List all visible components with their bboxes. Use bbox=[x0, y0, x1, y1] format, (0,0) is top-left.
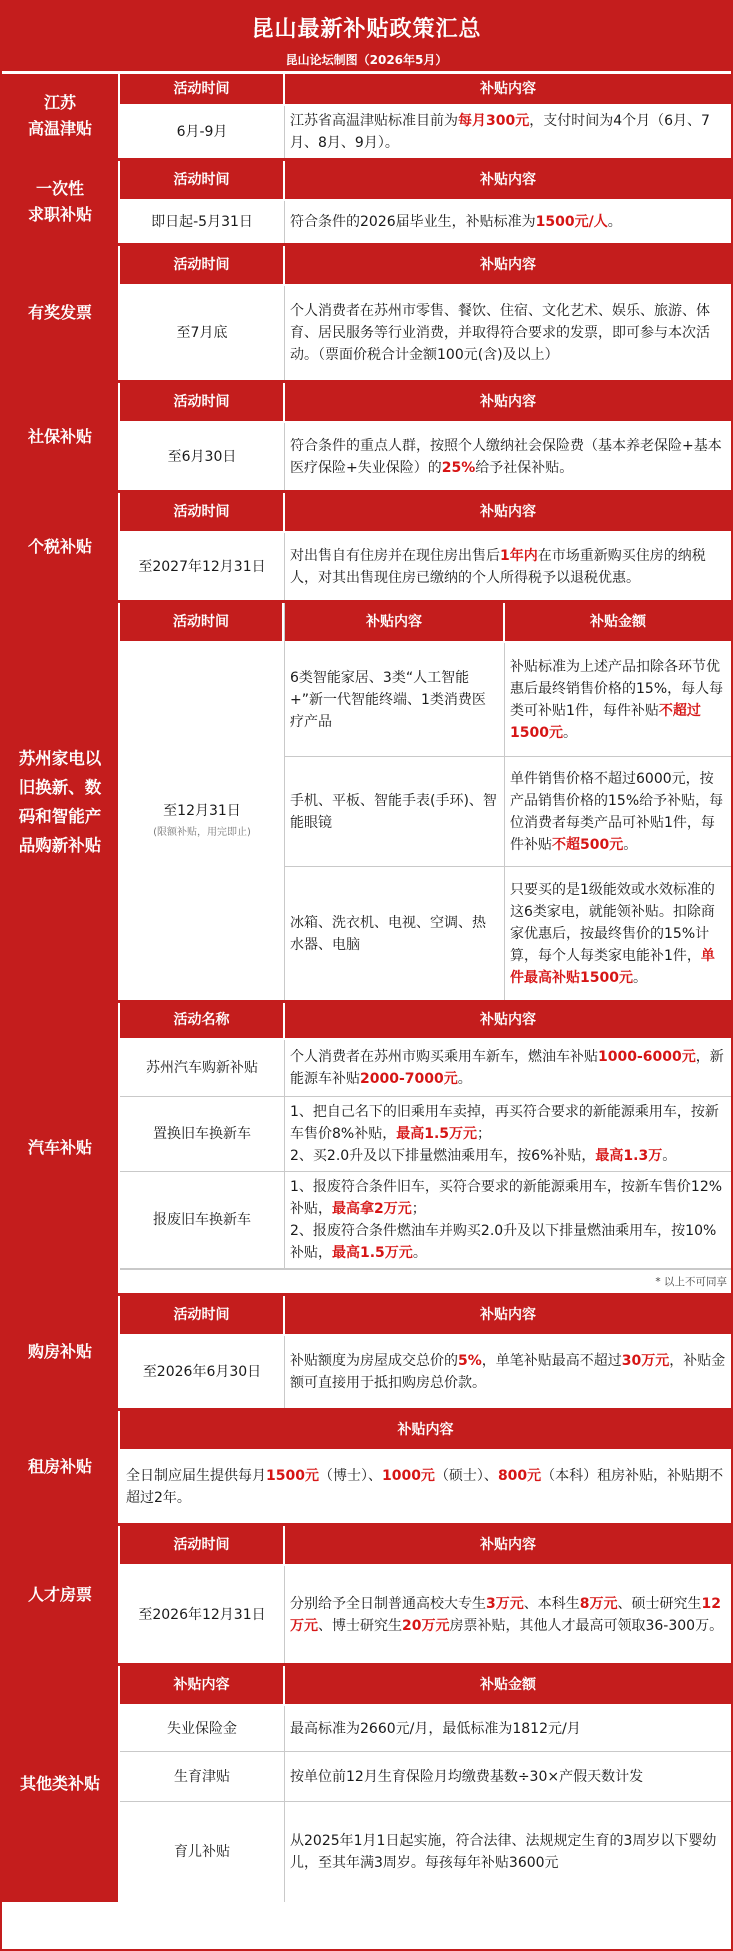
cell-content bbox=[285, 1040, 731, 1096]
table-row bbox=[120, 1172, 731, 1269]
table-row bbox=[120, 106, 731, 158]
text: 补贴额度为房屋成交总价的 bbox=[290, 1353, 458, 1369]
highlight: 不超过1500元 bbox=[510, 702, 701, 741]
cell-name: 失业保险金 bbox=[120, 1706, 285, 1751]
text: （本科）租房补贴，补贴期不超过2年。 bbox=[126, 1468, 724, 1506]
text: 在市场重新购买住房的纳税人，对其出售现住房已缴纳的个人所得税予以退税优惠。 bbox=[290, 547, 706, 586]
text: 。 bbox=[623, 836, 638, 853]
section-car-subsidy bbox=[2, 1003, 731, 1296]
header-time: 活动时间 bbox=[120, 603, 284, 643]
text: ，补贴金额可直接用于抵扣购房总价款。 bbox=[290, 1353, 726, 1391]
text: （硕士）、 bbox=[434, 1468, 498, 1484]
section-appliance-trade-in bbox=[2, 603, 731, 1003]
text: 分别给予全日制普通高校大专生 bbox=[290, 1595, 486, 1612]
header-content: 补贴内容 bbox=[480, 257, 536, 273]
text: 1、报废符合条件旧车，买符合要求的新能源乘用车，按新车售价12%补贴， bbox=[290, 1179, 723, 1217]
header-content: 补贴内容 bbox=[397, 1422, 454, 1438]
highlight: 2000-7000元 bbox=[360, 1070, 458, 1087]
footnote: * 以上不可同享 bbox=[120, 1269, 731, 1293]
header-content: 补贴内容 bbox=[480, 394, 536, 410]
highlight: 1000元 bbox=[381, 1468, 435, 1484]
header-content: 补贴内容 bbox=[480, 504, 536, 520]
highlight: 最高1.5万元 bbox=[332, 1245, 413, 1261]
text: ，单笔补贴最高不超过 bbox=[481, 1353, 622, 1369]
text: 只要买的是1级能效或水效标准的这6类家电，就能领补贴。扣除商家优惠后，按最终售价的15%计算，每个人每类家电能补1件， bbox=[510, 881, 715, 964]
text: 个人消费者在苏州市购买乘用车新车，燃油车补贴 bbox=[290, 1048, 598, 1065]
header-time: 活动时间 bbox=[120, 383, 285, 421]
cell-time: 6月-9月 bbox=[120, 106, 285, 158]
cell-amount bbox=[505, 867, 731, 1000]
header-content: 补贴内容 bbox=[285, 603, 505, 641]
highlight: 最高1.5万元 bbox=[396, 1125, 478, 1142]
section-talent-housing-voucher bbox=[2, 1526, 731, 1666]
table-row bbox=[120, 1336, 731, 1408]
table-row bbox=[120, 533, 731, 600]
table-row bbox=[120, 1706, 731, 1752]
text: （博士）、 bbox=[318, 1468, 382, 1484]
cell-amount: 从2025年1月1日起实施，符合法律、法规规定生育的3周岁以下婴幼儿，至其年满3周岁。每孩每年补贴3600元 bbox=[290, 1833, 717, 1871]
table-row bbox=[120, 1566, 731, 1663]
cell-content bbox=[285, 1566, 731, 1663]
table-header-row bbox=[120, 383, 731, 423]
table-header-row bbox=[120, 161, 731, 201]
highlight: 最高拿2万元 bbox=[332, 1201, 412, 1217]
text: ； bbox=[411, 1201, 426, 1217]
section-social-insurance-subsidy bbox=[2, 383, 731, 493]
table-header-row bbox=[120, 1666, 731, 1706]
table-header-row bbox=[120, 1526, 731, 1566]
cell-content: 个人消费者在苏州市零售、餐饮、住宿、文化艺术、娱乐、旅游、体育、居民服务等行业消费，并取得符合要求的发票，即可参与本次活动。（票面价税合计金额100元(含)及以上） bbox=[290, 303, 710, 363]
cell-content bbox=[285, 1172, 731, 1268]
section-home-purchase-subsidy bbox=[2, 1296, 731, 1411]
section-label: 个税补贴 bbox=[2, 493, 120, 600]
table-header-row bbox=[120, 1003, 731, 1040]
highlight: 最高1.3万 bbox=[595, 1147, 663, 1164]
time-text: 至12月31日 bbox=[163, 802, 241, 819]
header-content: 补贴内容 bbox=[480, 81, 536, 97]
highlight: 20万元 bbox=[402, 1617, 450, 1634]
text: 符合条件的重点人群，按照个人缴纳社会保险费（基本养老保险+基本医疗保险+失业保险）的 bbox=[290, 437, 722, 476]
highlight: 5% bbox=[458, 1353, 482, 1369]
cell-time: 至2027年12月31日 bbox=[120, 533, 285, 600]
label-line: 码和智能产 bbox=[18, 806, 102, 826]
section-label: 汽车补贴 bbox=[2, 1003, 120, 1293]
highlight: 30万元 bbox=[621, 1353, 670, 1369]
highlight: 1年内 bbox=[500, 547, 538, 564]
table-row bbox=[120, 1040, 731, 1097]
section-label: 人才房票 bbox=[2, 1526, 120, 1663]
cell-content bbox=[285, 1097, 731, 1171]
highlight: 12万元 bbox=[290, 1595, 721, 1634]
label-line: 旧换新、数 bbox=[18, 777, 102, 797]
highlight: 1000-6000元 bbox=[598, 1048, 696, 1065]
cell-content: 6类智能家居、3类“人工智能+”新一代智能终端、1类消费医疗产品 bbox=[285, 643, 505, 756]
label-line: 高温津贴 bbox=[27, 119, 92, 138]
section-label: 有奖发票 bbox=[2, 246, 120, 380]
header-name: 活动名称 bbox=[120, 1003, 285, 1038]
header-time: 活动时间 bbox=[120, 1526, 285, 1564]
section-prize-invoice bbox=[2, 246, 731, 383]
cell-time: 至6月30日 bbox=[120, 423, 285, 490]
section-high-temp-allowance bbox=[2, 74, 731, 161]
text: 。 bbox=[412, 1245, 427, 1261]
header-content: 补贴内容 bbox=[480, 1012, 536, 1029]
highlight: 不超500元 bbox=[552, 836, 624, 853]
label-line: 苏州家电以 bbox=[18, 748, 102, 768]
cell-time: 至7月底 bbox=[120, 286, 285, 380]
highlight: 每月300元 bbox=[458, 113, 530, 129]
cell-name: 生育津贴 bbox=[120, 1752, 285, 1801]
header-amount: 补贴金额 bbox=[590, 614, 646, 630]
label-line: 品购新补贴 bbox=[18, 835, 102, 855]
text: 1、把自己名下的旧乘用车卖掉，再买符合要求的新能源乘用车，按新车售价8%补贴， bbox=[290, 1103, 719, 1142]
header-content: 补贴内容 bbox=[480, 172, 536, 188]
cell-content bbox=[285, 533, 731, 600]
text: 给予社保补贴。 bbox=[475, 459, 574, 476]
table-header-row bbox=[120, 246, 731, 286]
section-label bbox=[2, 74, 120, 158]
section-label: 社保补贴 bbox=[2, 383, 120, 490]
cell-content: 手机、平板、智能手表(手环)、智能眼镜 bbox=[285, 757, 505, 866]
header-content: 补贴内容 bbox=[480, 1307, 536, 1323]
cell-time: 即日起-5月31日 bbox=[120, 201, 285, 243]
section-job-seeking-subsidy bbox=[2, 161, 731, 246]
cell-content bbox=[120, 1451, 731, 1523]
label-line: 一次性 bbox=[35, 179, 84, 198]
text: 2、买2.0升及以下排量燃油乘用车，按6%补贴， bbox=[290, 1147, 596, 1164]
section-rent-subsidy bbox=[2, 1411, 731, 1526]
text: ； bbox=[477, 1125, 492, 1142]
text: 江苏省高温津贴标准目前为 bbox=[290, 113, 458, 129]
section-label: 租房补贴 bbox=[2, 1411, 120, 1523]
text: 单件销售价格不超过6000元，按产品销售价格的15%给予补贴，每位消费者每类产品可补贴1件，每件补贴 bbox=[510, 770, 724, 853]
table-header-row bbox=[285, 603, 731, 643]
cell-amount bbox=[505, 757, 731, 866]
header-time: 活动时间 bbox=[120, 74, 285, 104]
highlight: 1500元/人 bbox=[535, 214, 608, 230]
table-row bbox=[120, 423, 731, 490]
text: 。 bbox=[457, 1070, 472, 1087]
highlight: 8万元 bbox=[579, 1595, 618, 1612]
table-header-row bbox=[120, 1296, 731, 1336]
table-row bbox=[285, 757, 731, 867]
text: 。 bbox=[632, 969, 647, 986]
label-line: 江苏 bbox=[43, 93, 76, 112]
text: ，支付时间为4个月（6月、7月、8月、9月）。 bbox=[290, 113, 710, 151]
table-row bbox=[120, 1451, 731, 1523]
table-row bbox=[285, 643, 731, 757]
cell-content bbox=[285, 423, 731, 490]
text: 、硕士研究生 bbox=[617, 1595, 702, 1612]
section-label: 其他类补贴 bbox=[2, 1666, 120, 1902]
table-row bbox=[120, 201, 731, 243]
section-label: 购房补贴 bbox=[2, 1296, 120, 1408]
text: 、博士研究生 bbox=[318, 1617, 402, 1634]
text: 房票补贴，其他人才最高可领取36-300万。 bbox=[449, 1617, 724, 1634]
table-row bbox=[120, 286, 731, 380]
header-content: 补贴内容 bbox=[120, 1666, 285, 1704]
time-note: (限额补贴，用完即止) bbox=[153, 826, 251, 838]
text: 全日制应届生提供每月 bbox=[126, 1468, 266, 1484]
table-row bbox=[120, 1097, 731, 1172]
table-row bbox=[120, 1802, 731, 1902]
cell-time bbox=[120, 643, 284, 1000]
cell-time: 至2026年12月31日 bbox=[120, 1566, 285, 1663]
highlight: 1500元 bbox=[266, 1468, 319, 1484]
text: 。 bbox=[607, 214, 622, 230]
text: ，新能源车补贴 bbox=[290, 1048, 724, 1087]
header-time: 活动时间 bbox=[120, 161, 285, 199]
section-income-tax-subsidy bbox=[2, 493, 731, 603]
text: 符合条件的2026届毕业生，补贴标准为 bbox=[290, 214, 536, 230]
text: 、本科生 bbox=[523, 1595, 580, 1612]
table-header-row bbox=[120, 1411, 731, 1451]
text: 2、报废符合条件燃油车并购买2.0升及以下排量燃油乘用车，按10%补贴， bbox=[290, 1223, 717, 1261]
cell-content: 冰箱、洗衣机、电视、空调、热水器、电脑 bbox=[285, 867, 505, 1000]
header-time: 活动时间 bbox=[120, 493, 285, 531]
cell-name: 育儿补贴 bbox=[120, 1802, 285, 1902]
cell-content bbox=[285, 201, 731, 243]
label-line: 求职补贴 bbox=[27, 205, 92, 224]
cell-amount: 最高标准为2660元/月，最低标准为1812元/月 bbox=[290, 1720, 581, 1737]
cell-amount bbox=[505, 643, 731, 756]
cell-name: 置换旧车换新车 bbox=[120, 1097, 285, 1171]
section-label bbox=[2, 603, 120, 1000]
cell-time: 至2026年6月30日 bbox=[120, 1336, 285, 1408]
table-header-row bbox=[120, 74, 731, 106]
cell-content bbox=[285, 106, 731, 158]
header-content: 补贴内容 bbox=[480, 1537, 536, 1553]
cell-amount: 按单位前12月生育保险月均缴费基数÷30×产假天数计发 bbox=[290, 1768, 644, 1785]
header-time: 活动时间 bbox=[120, 1296, 285, 1334]
highlight: 800元 bbox=[497, 1468, 542, 1484]
highlight: 3万元 bbox=[486, 1595, 524, 1612]
table-header-row bbox=[120, 493, 731, 533]
page-header bbox=[2, 2, 731, 74]
text: 。 bbox=[662, 1147, 677, 1164]
section-other-subsidies bbox=[2, 1666, 731, 1902]
table-row bbox=[285, 867, 731, 1000]
table-row bbox=[120, 1752, 731, 1802]
cell-name: 苏州汽车购新补贴 bbox=[120, 1040, 285, 1096]
page-subtitle: 昆山论坛制图（2026年5月） bbox=[285, 53, 448, 67]
text: 。 bbox=[562, 724, 577, 741]
section-label bbox=[2, 161, 120, 243]
cell-name: 报废旧车换新车 bbox=[120, 1172, 285, 1268]
text: 补贴标准为上述产品扣除各环节优惠后最终销售价格的15%，每人每类可补贴1件，每件补贴 bbox=[510, 658, 724, 719]
cell-content bbox=[285, 1336, 731, 1408]
text: 对出售自有住房并在现住房出售后 bbox=[290, 547, 500, 564]
highlight: 25% bbox=[441, 459, 476, 476]
header-time: 活动时间 bbox=[120, 246, 285, 284]
highlight: 单件最高补贴1500元 bbox=[510, 947, 715, 986]
page-title: 昆山最新补贴政策汇总 bbox=[251, 17, 482, 42]
header-amount: 补贴金额 bbox=[480, 1677, 536, 1693]
